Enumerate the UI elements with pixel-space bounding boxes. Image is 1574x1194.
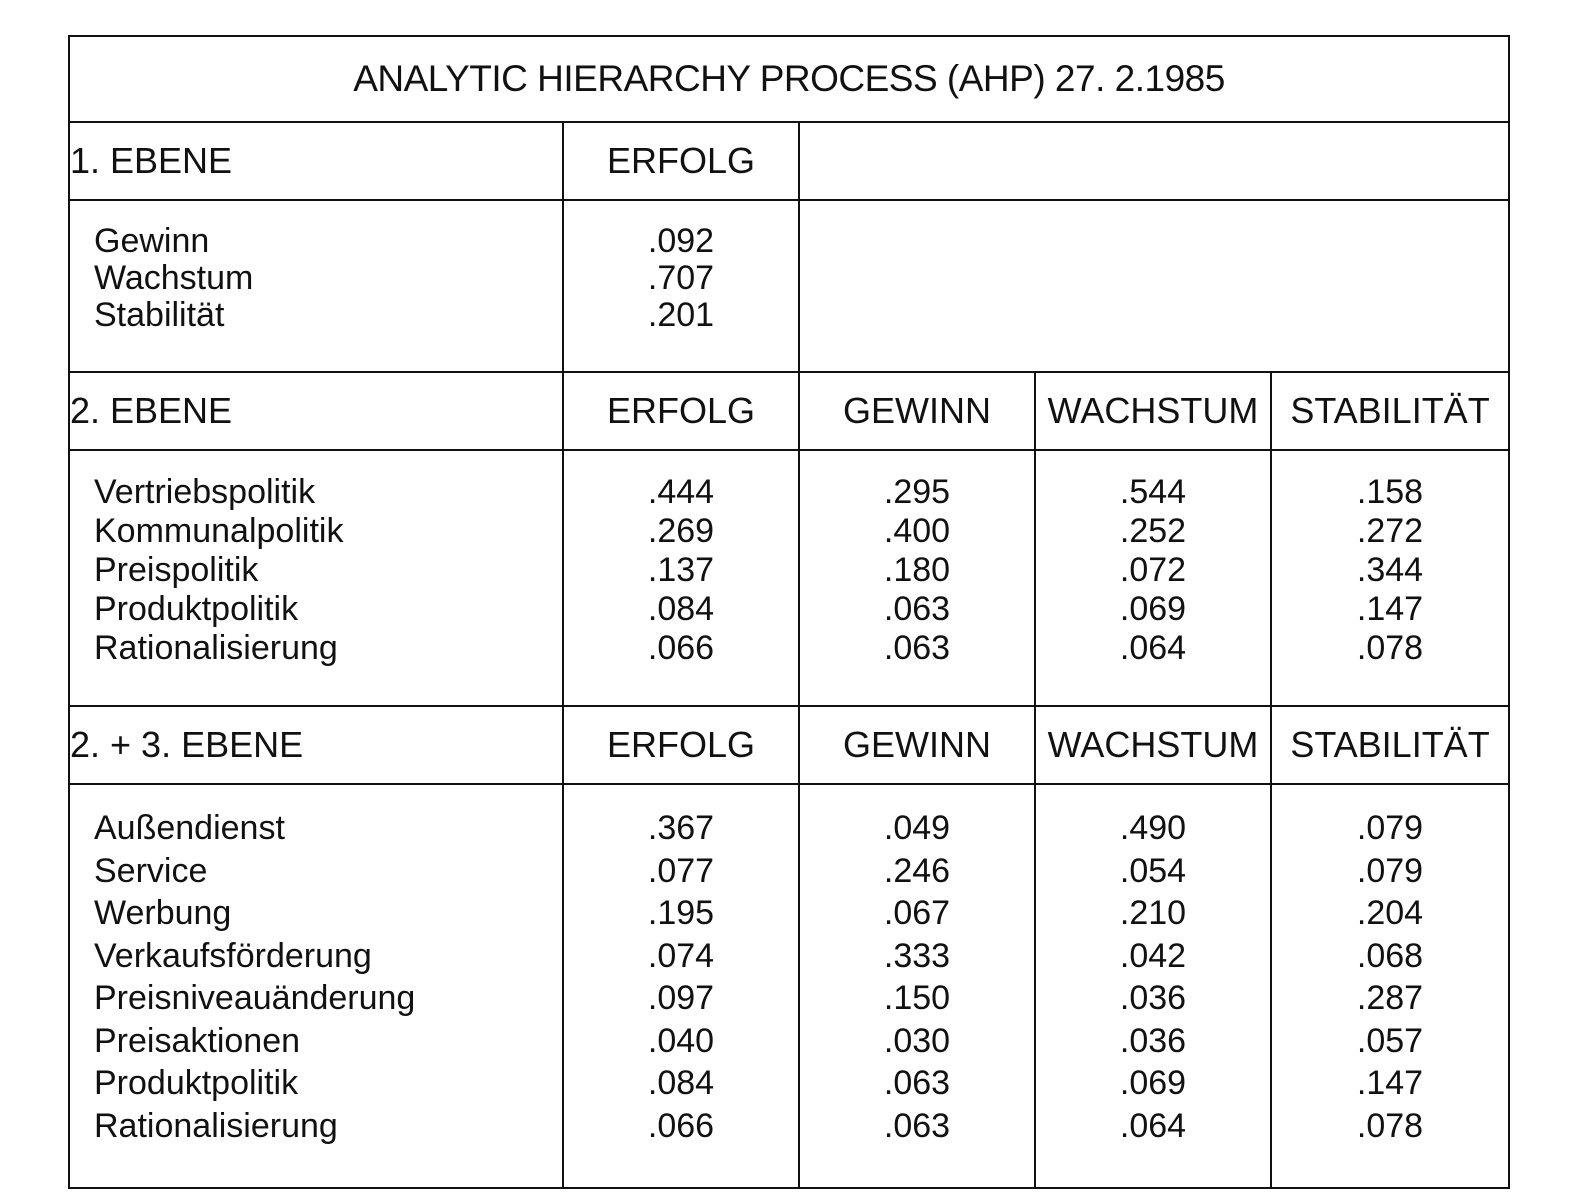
level1-data-row xyxy=(69,200,1509,372)
value-cell: .707 xyxy=(647,259,715,297)
value-cell: .066 xyxy=(647,1106,715,1145)
value-cell: .074 xyxy=(647,936,715,975)
row-name: Verkaufsförderung xyxy=(94,936,372,975)
title-row xyxy=(69,36,1509,122)
level2-stabilitaet-values xyxy=(1271,450,1509,706)
row-name: Preisaktionen xyxy=(94,1021,301,1060)
level3-wachstum-values xyxy=(1035,784,1271,1188)
value-cell: .078 xyxy=(1356,629,1424,667)
value-cell: .064 xyxy=(1119,1106,1187,1145)
row-name: Rationalisierung xyxy=(94,1106,338,1145)
row-name: Stabilität xyxy=(94,296,225,334)
level3-col-erfolg: ERFOLG xyxy=(563,706,799,784)
value-cell: .064 xyxy=(1119,629,1187,667)
value-cell: .295 xyxy=(883,473,951,511)
value-cell: .068 xyxy=(1356,936,1424,975)
value-cell: .057 xyxy=(1356,1021,1424,1060)
value-cell: .030 xyxy=(883,1021,951,1060)
value-cell: .147 xyxy=(1356,1064,1424,1102)
row-name: Produktpolitik xyxy=(94,590,299,628)
value-cell: .078 xyxy=(1356,1106,1424,1145)
level3-stabilitaet-values xyxy=(1271,784,1509,1188)
level2-col-stabilitaet: STABILITÄT xyxy=(1271,372,1509,450)
row-name: Werbung xyxy=(94,894,232,932)
value-cell: .063 xyxy=(883,590,951,628)
value-cell: .084 xyxy=(647,1064,715,1102)
value-cell: .137 xyxy=(647,551,715,589)
value-cell: .069 xyxy=(1119,1064,1187,1102)
value-cell: .367 xyxy=(647,809,715,847)
value-cell: .201 xyxy=(647,296,715,334)
level1-erfolg-values xyxy=(563,200,799,372)
level2-gewinn-values xyxy=(799,450,1035,706)
value-cell: .063 xyxy=(883,629,951,667)
value-cell: .210 xyxy=(1119,894,1187,932)
level2-col-wachstum: WACHSTUM xyxy=(1035,372,1271,450)
value-cell: .147 xyxy=(1356,590,1424,628)
row-name: Produktpolitik xyxy=(94,1064,299,1102)
value-cell: .272 xyxy=(1356,512,1424,550)
level3-data-row xyxy=(69,784,1509,1188)
level1-header-row xyxy=(69,122,1509,200)
value-cell: .077 xyxy=(647,851,715,890)
value-cell: .252 xyxy=(1119,512,1187,550)
value-cell: .269 xyxy=(647,512,715,550)
level2-label: 2. EBENE xyxy=(69,372,563,450)
value-cell: .054 xyxy=(1119,851,1187,890)
value-cell: .092 xyxy=(647,222,715,260)
value-cell: .150 xyxy=(883,979,951,1017)
level3-row-names xyxy=(69,784,563,1188)
level3-col-wachstum: WACHSTUM xyxy=(1035,706,1271,784)
value-cell: .067 xyxy=(883,894,951,932)
level2-header-row xyxy=(69,372,1509,450)
level1-col-erfolg: ERFOLG xyxy=(563,122,799,200)
value-cell: .042 xyxy=(1119,936,1187,975)
value-cell: .344 xyxy=(1356,551,1424,589)
level2-data-row xyxy=(69,450,1509,706)
level2-row-names xyxy=(69,450,563,706)
value-cell: .287 xyxy=(1356,979,1424,1017)
level3-col-stabilitaet: STABILITÄT xyxy=(1271,706,1509,784)
value-cell: .036 xyxy=(1119,979,1187,1017)
value-cell: .204 xyxy=(1356,894,1424,932)
level3-gewinn-values xyxy=(799,784,1035,1188)
row-name: Service xyxy=(94,851,208,890)
value-cell: .079 xyxy=(1356,851,1424,890)
value-cell: .040 xyxy=(647,1021,715,1060)
row-name: Außendienst xyxy=(94,809,285,847)
value-cell: .180 xyxy=(883,551,951,589)
value-cell: .195 xyxy=(647,894,715,932)
value-cell: .490 xyxy=(1119,809,1187,847)
value-cell: .158 xyxy=(1356,473,1424,511)
value-cell: .097 xyxy=(647,979,715,1017)
row-name: Wachstum xyxy=(94,259,254,297)
row-name: Vertriebspolitik xyxy=(94,473,316,511)
row-name: Preisniveauänderung xyxy=(94,979,416,1017)
table-title: ANALYTIC HIERARCHY PROCESS (AHP) 27. 2.1985 xyxy=(69,36,1509,122)
level2-wachstum-values xyxy=(1035,450,1271,706)
row-name: Preispolitik xyxy=(94,551,259,589)
value-cell: .066 xyxy=(647,629,715,667)
value-cell: .444 xyxy=(647,473,715,511)
level1-label: 1. EBENE xyxy=(69,122,563,200)
level1-row-names xyxy=(69,200,563,372)
level3-label: 2. + 3. EBENE xyxy=(69,706,563,784)
value-cell: .246 xyxy=(883,851,951,890)
level3-col-gewinn: GEWINN xyxy=(799,706,1035,784)
level2-col-erfolg: ERFOLG xyxy=(563,372,799,450)
value-cell: .069 xyxy=(1119,590,1187,628)
value-cell: .049 xyxy=(883,809,951,847)
level1-empty-header xyxy=(799,122,1509,200)
value-cell: .072 xyxy=(1119,551,1187,589)
row-name: Kommunalpolitik xyxy=(94,512,344,550)
value-cell: .036 xyxy=(1119,1021,1187,1060)
value-cell: .333 xyxy=(883,936,951,975)
level2-col-gewinn: GEWINN xyxy=(799,372,1035,450)
value-cell: .400 xyxy=(883,512,951,550)
value-cell: .063 xyxy=(883,1106,951,1145)
row-name: Gewinn xyxy=(94,222,210,260)
ahp-table xyxy=(68,35,1510,1189)
value-cell: .079 xyxy=(1356,809,1424,847)
value-cell: .544 xyxy=(1119,473,1187,511)
level3-erfolg-values xyxy=(563,784,799,1188)
value-cell: .063 xyxy=(883,1064,951,1102)
row-name: Rationalisierung xyxy=(94,629,338,667)
level1-empty-data xyxy=(799,200,1509,372)
level2-erfolg-values xyxy=(563,450,799,706)
level3-header-row xyxy=(69,706,1509,784)
value-cell: .084 xyxy=(647,590,715,628)
